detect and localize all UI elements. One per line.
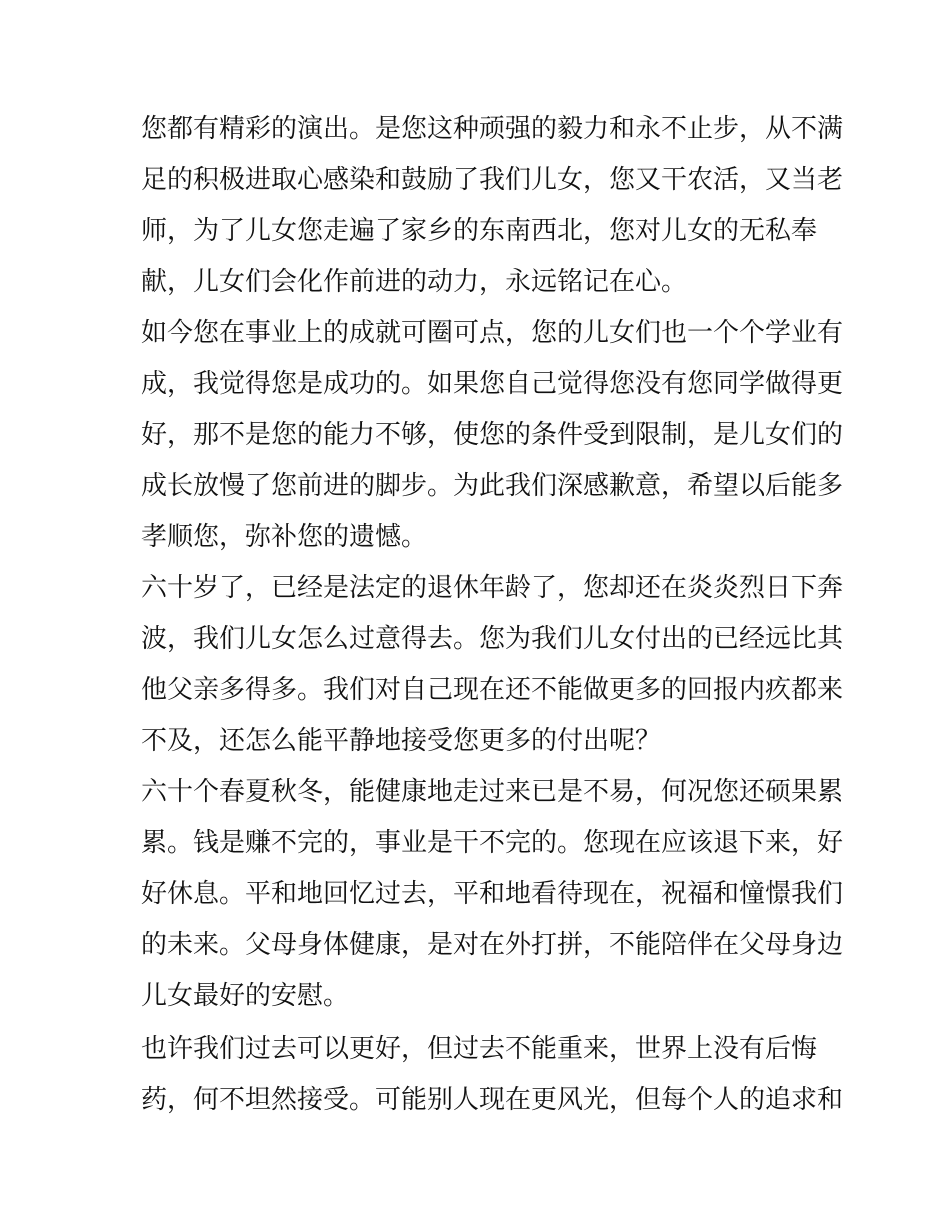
text-line: 六十岁了，已经是法定的退休年龄了，您却还在炎炎烈日下奔	[141, 573, 844, 603]
text-line: 如今您在事业上的成就可圈可点，您的儿女们也一个个学业有	[141, 318, 844, 348]
text-line: 也许我们过去可以更好，但过去不能重来，世界上没有后悔	[141, 1034, 818, 1064]
text-line: 药，何不坦然接受。可能别人现在更风光，但每个人的追求和	[141, 1085, 844, 1115]
text-line: 六十个春夏秋冬，能健康地走过来已是不易，何况您还硕果累	[141, 777, 844, 807]
text-line: 好，那不是您的能力不够，使您的条件受到限制，是儿女们的	[141, 420, 844, 450]
text-line: 累。钱是赚不完的，事业是干不完的。您现在应该退下来，好	[141, 828, 844, 858]
text-line: 您都有精彩的演出。是您这种顽强的毅力和永不止步，从不满	[141, 114, 844, 144]
text-line: 孝顺您，弥补您的遗憾。	[141, 522, 428, 552]
text-line: 献，儿女们会化作前进的动力，永远铭记在心。	[141, 267, 688, 297]
text-line: 不及，还怎么能平静地接受您更多的付出呢？	[141, 726, 662, 756]
text-line: 儿女最好的安慰。	[141, 981, 350, 1011]
text-line: 成，我觉得您是成功的。如果您自己觉得您没有您同学做得更	[141, 369, 844, 399]
text-line: 成长放慢了您前进的脚步。为此我们深感歉意，希望以后能多	[141, 471, 844, 501]
text-line: 的未来。父母身体健康，是对在外打拼，不能陪伴在父母身边	[141, 930, 844, 960]
text-line: 波，我们儿女怎么过意得去。您为我们儿女付出的已经远比其	[141, 624, 844, 654]
text-line: 他父亲多得多。我们对自己现在还不能做更多的回报内疚都来	[141, 675, 844, 705]
document-body	[141, 104, 844, 1126]
text-line: 好休息。平和地回忆过去，平和地看待现在，祝福和憧憬我们	[141, 879, 844, 909]
text-line: 足的积极进取心感染和鼓励了我们儿女，您又干农活，又当老	[141, 165, 844, 195]
text-line: 师，为了儿女您走遍了家乡的东南西北，您对儿女的无私奉	[141, 216, 818, 246]
